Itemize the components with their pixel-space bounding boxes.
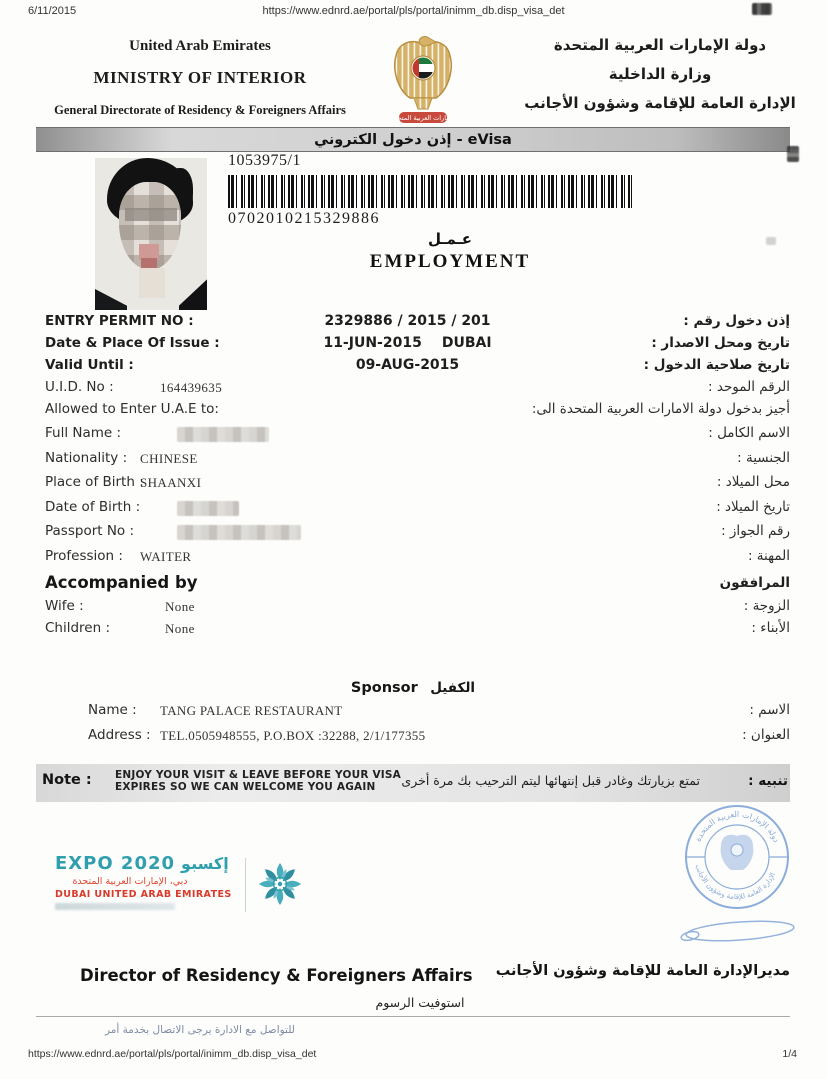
directorate-name-en: General Directorate of Residency & Foreigners Affairs [54, 103, 346, 117]
field-row-wife [36, 598, 790, 620]
field-label-ar: محل الميلاد : [716, 474, 790, 491]
field-label-ar: الجنسية : [737, 449, 790, 466]
field-row-date-of-birth [36, 499, 790, 524]
field-label-en: Passport No : [45, 523, 135, 540]
field-label-en: U.I.D. No : [45, 379, 114, 395]
field-value: 11-JUN-2015 DUBAI [323, 335, 492, 351]
field-value: 09-AUG-2015 [355, 357, 460, 373]
directorate-name-ar: الإدارة العامة للإقامة وشؤون الأجانب [524, 94, 796, 112]
footer-url: https://www.ednrd.ae/portal/pls/portal/inimm_db.disp_visa_det [28, 1048, 317, 1060]
field-label-en: Address : [88, 726, 151, 743]
expo-subtitle-en: DUBAI UNITED ARAB EMIRATES [55, 889, 232, 900]
fees-collected-ar: استوفيت الرسوم [375, 995, 465, 1010]
field-label-ar: الاسم الكامل : [708, 425, 790, 441]
sponsor-heading-ar: الكفيل [430, 680, 476, 696]
evisa-title: إذن دخول الكتروني - eVisa [314, 131, 512, 148]
print-url: https://www.ednrd.ae/portal/pls/portal/inimm_db.disp_visa_det [262, 5, 565, 17]
expo2020-logo [55, 853, 255, 910]
note-text-line1: ENJOY YOUR VISIT & LEAVE BEFORE YOUR VISA [115, 769, 401, 781]
field-row-passport [36, 523, 790, 548]
barcode-number: 0702010215329886 [228, 210, 380, 227]
note-text-line2: EXPIRES SO WE CAN WELCOME YOU AGAIN [115, 781, 376, 793]
sponsor-section [36, 702, 790, 751]
field-label-en: Wife : [45, 597, 84, 614]
emblem-ribbon-text: الامارات العربية المتحدة [390, 114, 456, 122]
note-label-ar: تنبيه : [748, 773, 788, 789]
field-row-uid [36, 379, 790, 401]
field-value: 164439635 [160, 380, 223, 395]
field-value: None [165, 598, 195, 614]
field-value: WAITER [140, 548, 192, 564]
redacted-value [177, 525, 301, 540]
expo-divider [245, 858, 246, 912]
field-value: 2329886 / 2015 / 201 [324, 313, 491, 329]
field-value: CHINESE [140, 450, 198, 466]
page-number: 1/4 [782, 1048, 797, 1060]
field-label-en: Name : [88, 702, 137, 718]
stamp-arc-top-text: دولة الإمارات العربية المتحدة [693, 809, 781, 844]
field-label-ar: أجيز بدخول دولة الامارات العربية المتحدة الى: [531, 401, 790, 417]
expo-faint-line [55, 903, 175, 910]
redacted-value [177, 427, 269, 442]
field-label-en: Place of Birth : [45, 474, 144, 491]
note-label-en: Note : [42, 772, 92, 788]
expo-title: EXPO 2020 إكسبو [55, 853, 229, 874]
letterhead-english [50, 38, 350, 118]
field-label-ar: العنوان : [742, 726, 790, 743]
field-value: SHAANXI [140, 475, 202, 491]
director-title-en: Director of Residency & Foreigners Affairs [80, 966, 473, 985]
field-label-ar: رقم الجواز : [721, 523, 790, 540]
field-label-en: Valid Until : [45, 357, 134, 373]
field-value: TEL.0505948555, P.O.BOX :32288, 2/1/177355 [160, 727, 426, 743]
field-label-ar: تاريخ صلاحية الدخول : [643, 357, 790, 373]
field-label-en: ENTRY PERMIT NO : [45, 313, 194, 329]
note-banner [36, 764, 790, 802]
field-row-full-name [36, 425, 790, 450]
visa-type-en: EMPLOYMENT [369, 251, 531, 272]
country-name-en: United Arab Emirates [129, 38, 271, 54]
field-label-en: Profession : [45, 547, 123, 564]
visa-type-ar: عـمـل [428, 230, 472, 248]
field-label-ar: إذن دخول رقم : [683, 313, 790, 329]
footer-divider [36, 1016, 790, 1017]
sponsor-heading-en: Sponsor [350, 680, 418, 696]
contact-note-ar: للتواصل مع الادارة يرجى الاتصال بخدمة أمر [105, 1024, 295, 1036]
accompanied-heading-en: Accompanied by [45, 572, 198, 592]
field-row-allowed-to-enter [36, 401, 790, 425]
field-label-en: Full Name : [45, 425, 122, 441]
country-name-ar: دولة الإمارات العربية المتحدة [553, 36, 767, 54]
letterhead-arabic [520, 36, 800, 123]
field-row-nationality [36, 450, 790, 475]
expo-rosette-icon [254, 858, 306, 915]
field-label-en: Date of Birth : [45, 498, 141, 515]
permit-file-number: 1053975/1 [228, 152, 301, 169]
field-label-ar: تاريخ الميلاد : [716, 498, 790, 515]
redacted-value [177, 501, 239, 516]
field-row-profession [36, 548, 790, 573]
field-label-en: Children : [45, 619, 111, 636]
scan-artifact [766, 237, 776, 245]
field-row-issue [36, 335, 790, 357]
field-value: None [165, 620, 195, 636]
field-label-en: Nationality : [45, 449, 128, 466]
print-date: 6/11/2015 [28, 5, 77, 17]
field-label-en: Date & Place Of Issue : [45, 335, 220, 351]
sponsor-row-address [36, 727, 790, 752]
expo-subtitle-ar: دبي، الإمارات العربية المتحدة [72, 876, 188, 887]
accompanied-by-heading [36, 573, 790, 598]
field-label-ar: الرقم الموحد : [708, 379, 790, 395]
field-label-ar: الاسم : [749, 702, 790, 718]
visa-fields [36, 313, 790, 642]
official-stamp-icon [674, 800, 800, 957]
field-label-ar: الزوجة : [743, 597, 790, 614]
field-label-ar: الأبناء : [751, 619, 790, 636]
scan-artifact [787, 146, 799, 162]
director-title-ar: مديرالإدارة العامة للإقامة وشؤون الأجانب [495, 963, 790, 979]
barcode [228, 175, 632, 208]
accompanied-heading-ar: المرافقون [719, 574, 790, 591]
field-row-children [36, 620, 790, 642]
field-label-ar: المهنة : [747, 547, 790, 564]
visa-type-heading [285, 230, 615, 273]
evisa-title-banner [36, 127, 790, 152]
field-label-en: Allowed to Enter U.A.E to: [45, 401, 219, 417]
ministry-name-ar: وزارة الداخلية [608, 65, 712, 83]
uae-falcon-emblem-icon [386, 34, 460, 131]
field-row-valid-until [36, 357, 790, 379]
stamp-arc-bottom-text: الإدارة العامة للإقامة وشؤون الأجانب [693, 863, 778, 902]
field-row-place-of-birth [36, 474, 790, 499]
field-label-ar: تاريخ ومحل الاصدار : [651, 335, 790, 351]
signature-scribble [680, 918, 794, 943]
note-text-ar: تمتع بزيارتك وغادر قبل إنتهائها ليتم الترحيب بك مرة أخرى [401, 773, 700, 788]
field-value: TANG PALACE RESTAURANT [160, 703, 343, 718]
sponsor-row-name [36, 702, 790, 727]
ministry-name-en: MINISTRY OF INTERIOR [93, 68, 307, 87]
field-row-entry-permit [36, 313, 790, 335]
scan-artifact [752, 3, 772, 15]
applicant-photo [95, 158, 207, 310]
sponsor-heading [36, 679, 790, 697]
